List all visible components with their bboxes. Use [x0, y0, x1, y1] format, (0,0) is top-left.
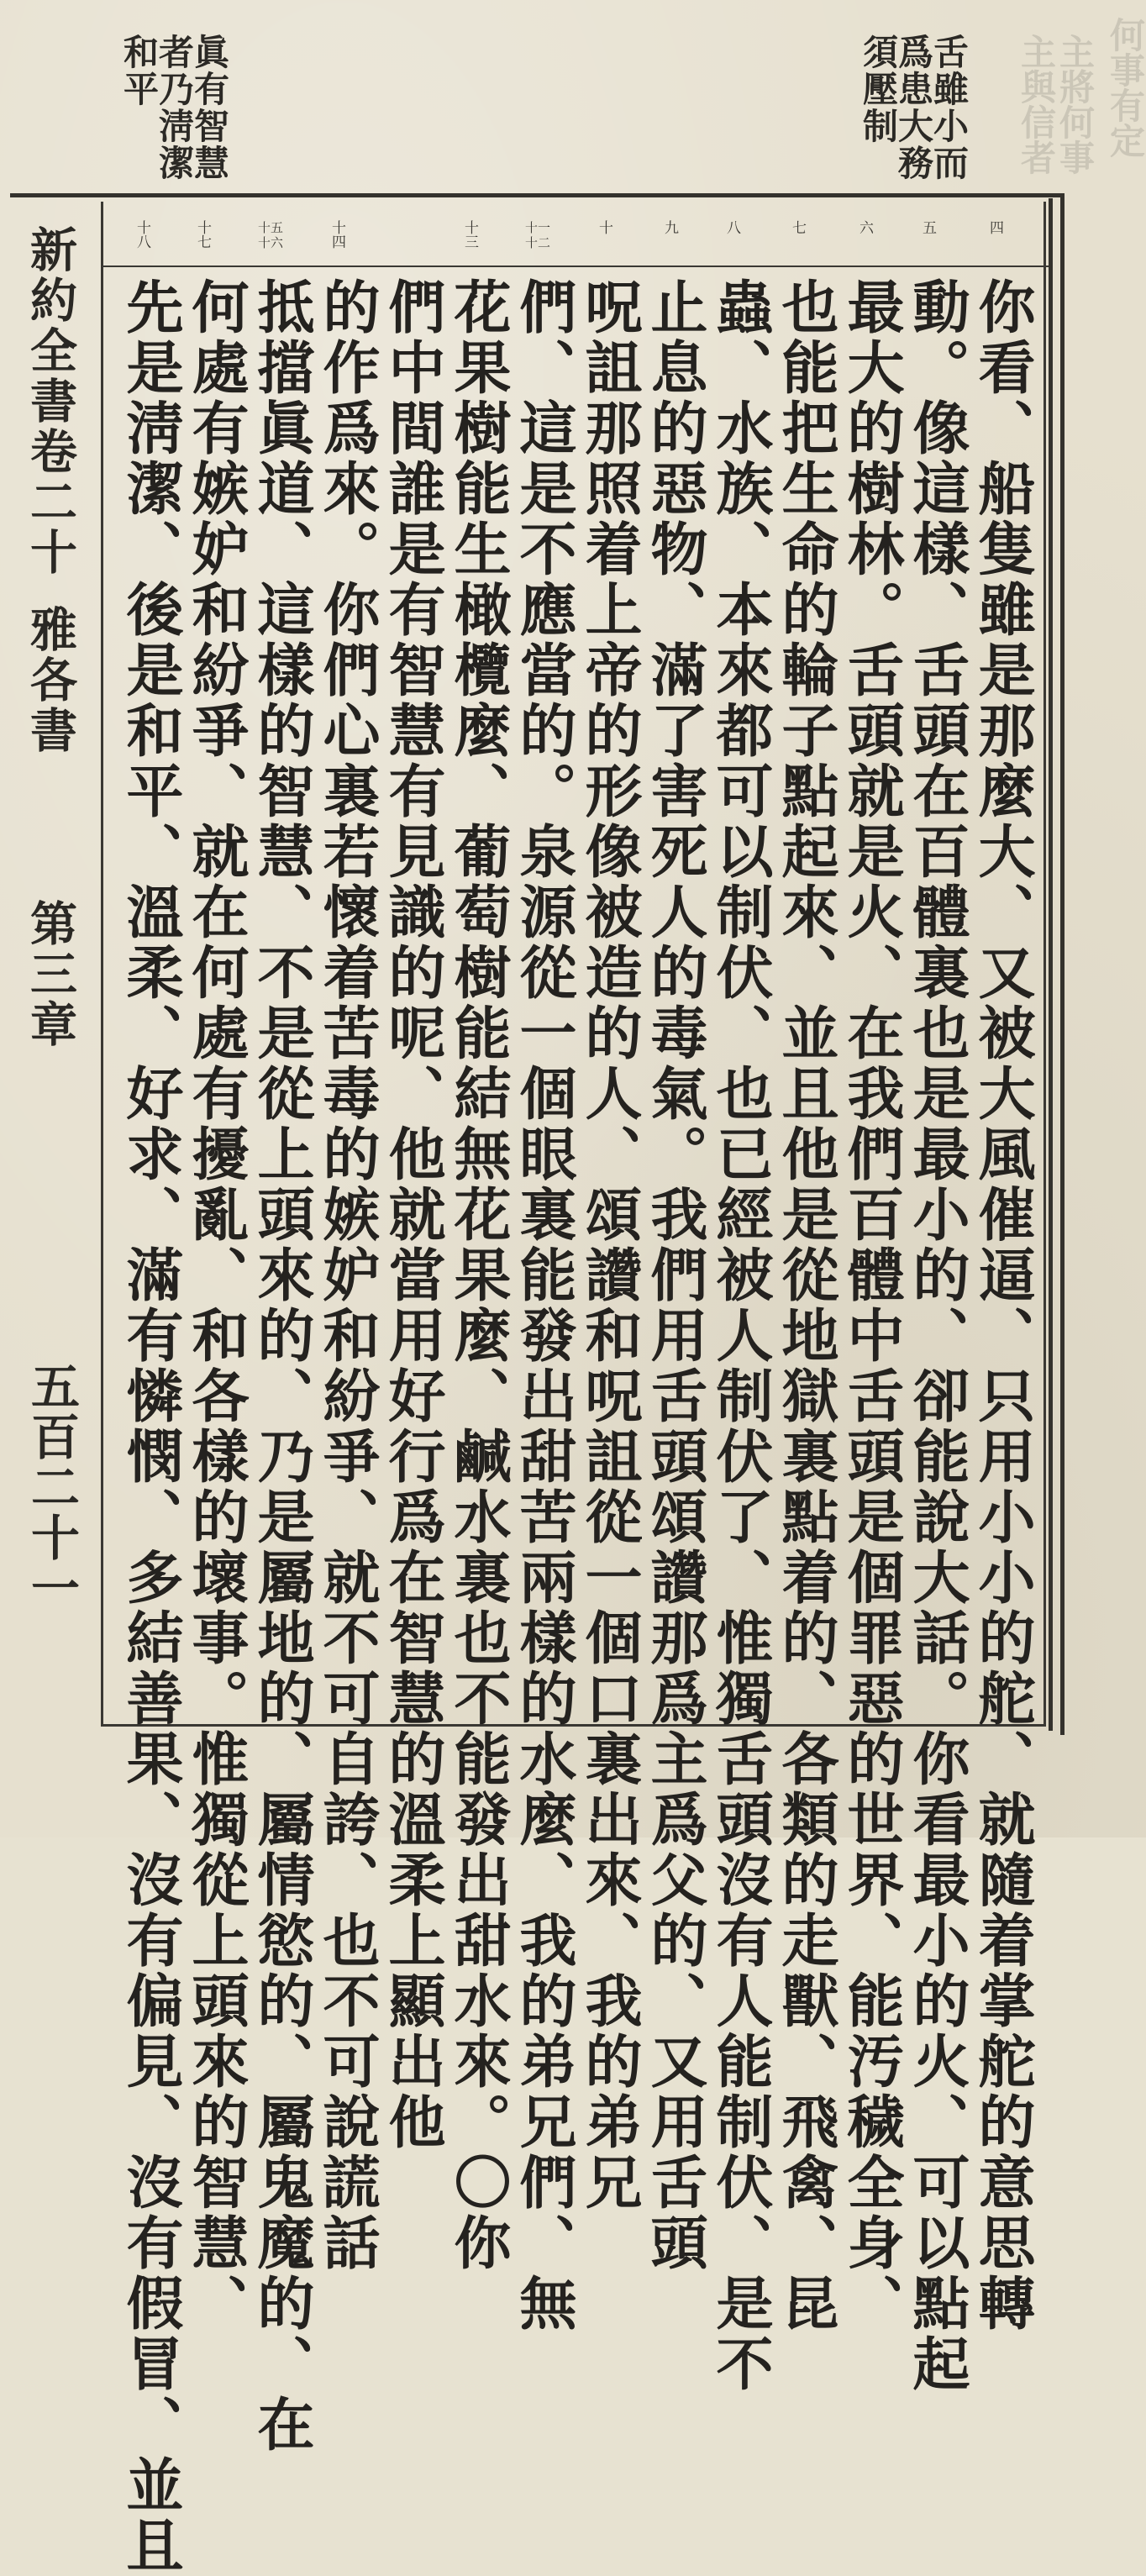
verse-number: 八	[723, 220, 740, 234]
verse-number: 十七	[194, 220, 211, 249]
text-column-6: 止息的惡物、滿了害死人的毒氣。我們用舌頭頌讚那爲主爲父的、又用舌頭	[641, 277, 708, 2274]
ghost-note-3: 主與信者	[1016, 34, 1057, 175]
text-column-7: 呪詛那照着上帝的形像被造的人、頌讚和呪詛從一個口裏出來、我的弟兄	[576, 277, 643, 2213]
ghost-note-2: 主將何事	[1054, 34, 1096, 175]
verse-number: 九	[661, 220, 678, 234]
text-column-14: 先是淸潔、後是和平、溫柔、好求、滿有憐憫、多結善果、沒有偏見、沒有假冒、並且	[117, 277, 184, 2576]
text-column-8: 們、這是不應當的。泉源從一個眼裏能發出甜苦兩樣的水麼、我的弟兄們、無	[510, 277, 577, 2334]
top-note-2: 爲患大務	[893, 34, 934, 181]
epistle-title: 雅各書	[23, 605, 78, 756]
text-column-4: 也能把生命的輪子點起來、並且他是從地獄裏點着的、各類的走獸、飛禽、昆	[772, 277, 839, 2334]
verse-number: 十四	[329, 220, 345, 249]
text-column-13: 何處有嫉妒和紛爭、就在何處有擾亂、和各樣的壞事。惟獨從上頭來的智慧、	[182, 277, 250, 2334]
verse-number: 五	[919, 220, 936, 234]
text-column-12: 抵擋眞道、這樣的智慧、不是從上頭來的、乃是屬地的、屬情慾的、屬鬼魔的、在	[248, 277, 315, 2455]
verse-number: 六	[856, 220, 873, 234]
text-column-3: 最大的樹林。舌頭就是火、在我們百體中舌頭是個罪惡的世界、能汚穢全身、	[838, 277, 905, 2334]
verse-number-rule	[103, 265, 1049, 267]
verse-number: 十	[596, 220, 612, 234]
book-title: 新約全書卷二十	[23, 225, 78, 578]
verse-number: 十三	[461, 220, 478, 249]
top-note-4: 眞有智慧	[189, 34, 230, 181]
top-note-5: 者乃淸潔	[154, 34, 195, 181]
verse-number: 十八	[134, 220, 150, 249]
text-column-2: 動。像這樣、舌頭在百體裏也是最小的、卻能說大話。你看最小的火、可以點起	[903, 277, 970, 2395]
ghost-note-1: 何事有定	[1105, 17, 1146, 158]
frame-rule-right	[1049, 198, 1053, 1731]
text-column-9: 花果樹能生橄欖麼、葡萄樹能結無花果麼、鹹水裏也不能發出甜水來。〇你	[444, 277, 512, 2274]
text-column-1: 你看、船隻雖是那麼大、又被大風催逼、只用小小的舵、就隨着掌舵的意思轉	[969, 277, 1036, 2334]
text-column-5: 蟲、水族、本來都可以制伏、也已經被人制伏了、惟獨舌頭沒有人能制伏、是不	[707, 277, 774, 2395]
page-number: 五百二十一	[23, 1361, 80, 1613]
verse-number: 十一 十二	[524, 220, 550, 250]
top-note-1: 舌雖小而	[928, 34, 970, 181]
text-column-10: 們中間誰是有智慧有見識的呢、他就當用好行爲在智慧的溫柔上顯出他	[379, 277, 446, 2153]
verse-number: 十五 十六	[257, 220, 283, 250]
top-note-6: 和平	[118, 34, 160, 108]
text-column-11: 的作爲來。你們心裏若懷着苦毒的嫉妒和紛爭、就不可自誇、也不可說謊話	[313, 277, 381, 2274]
verse-number: 四	[986, 220, 1003, 234]
verse-number: 七	[789, 220, 806, 234]
top-note-3: 須壓制	[858, 34, 899, 145]
chapter-label: 第三章	[23, 899, 78, 1050]
